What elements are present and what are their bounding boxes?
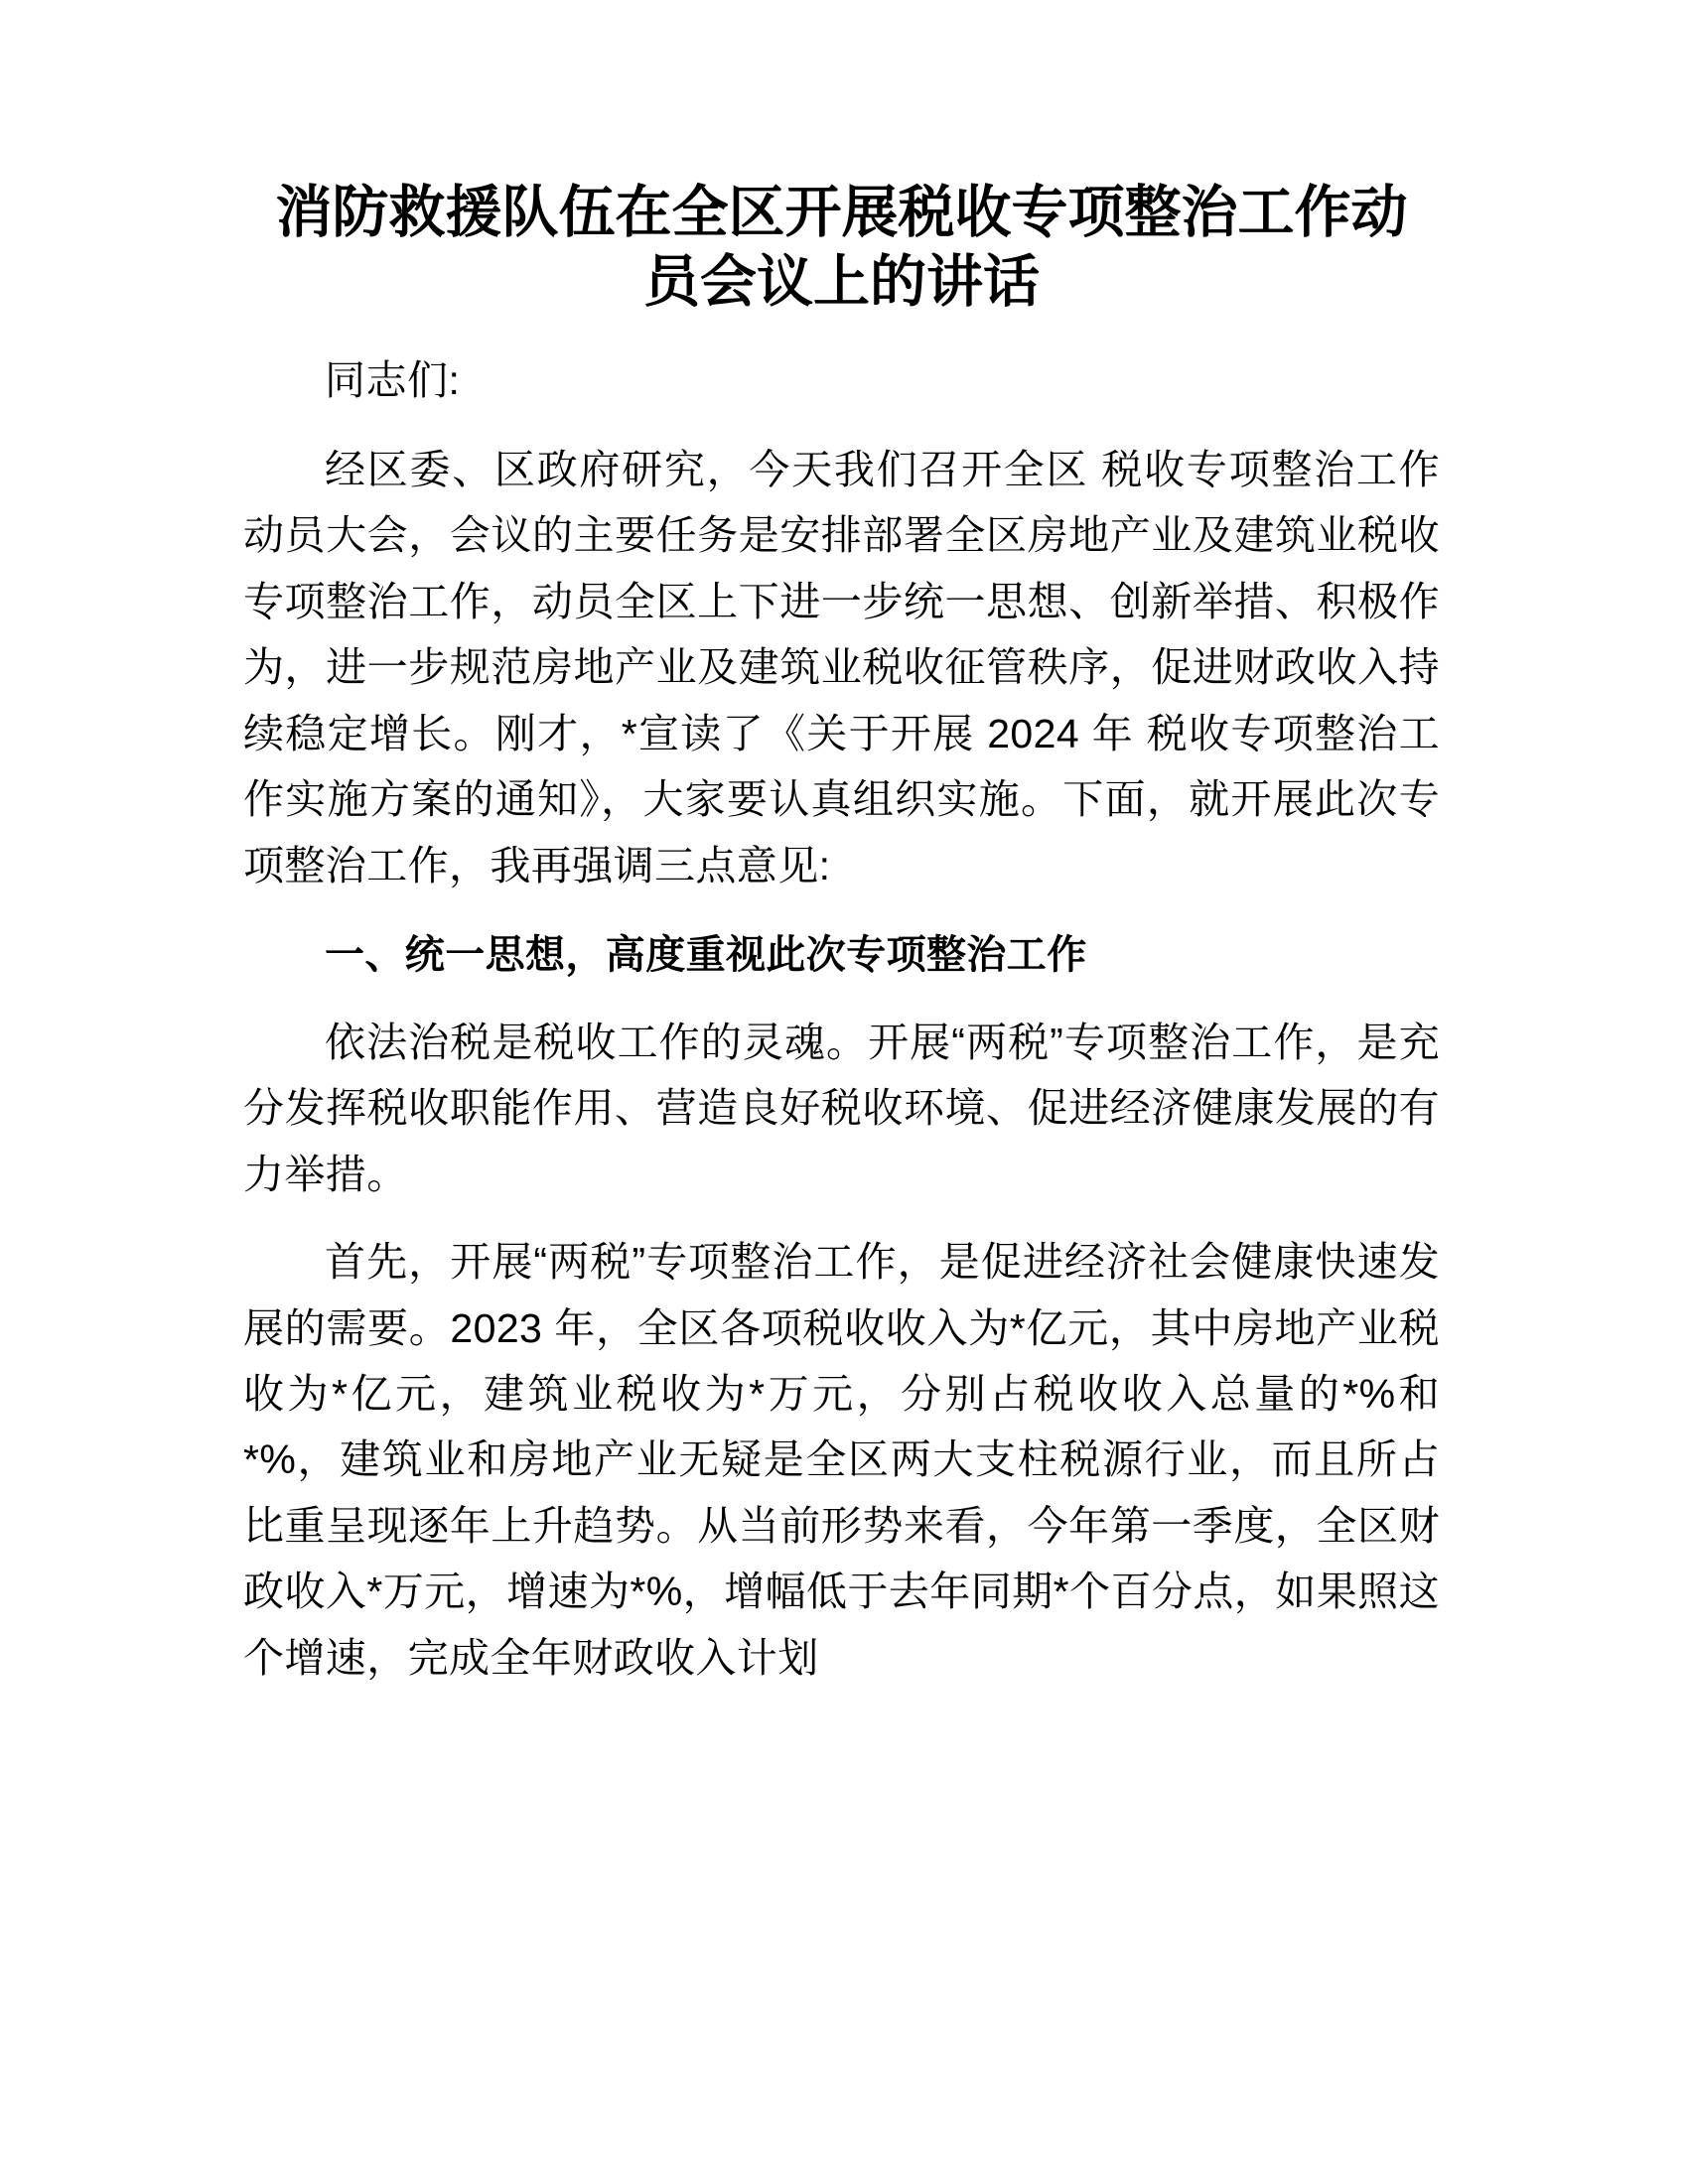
salutation: 同志们:	[325, 357, 461, 404]
section-heading-1: 一、统一思想，高度重视此次专项整治工作	[325, 932, 1087, 977]
document-body	[243, 179, 1440, 1691]
section-1-paragraph-1: 依法治税是税收工作的灵魂。开展“两税”专项整治工作，是充分发挥税收职能作用、营造良好税收环境、促进经济健康发展的有力举措。	[243, 1019, 1440, 1197]
intro-paragraph: 经区委、区政府研究，今天我们召开全区 税收专项整治工作动员大会，会议的主要任务是安排部署全区房地产业及建筑业税收专项整治工作，动员全区上下进一步统一思想、创新举措、积极作为，进一步规范房地产业及建筑业税收征管秩序，促进财政收入持续稳定增长。刚才，*宣读了《关于开展 2024 年 税收专项整治工作实施方案的通知》，大家要认真组织实施。下面，就开展此次专项整治工作，我再强调三点意见:	[243, 447, 1440, 888]
page-title: 消防救援队伍在全区开展税收专项整治工作动员会议上的讲话	[275, 181, 1408, 314]
section-1-paragraph-2: 首先，开展“两税”专项整治工作，是促进经济社会健康快速发展的需要。2023 年，全区各项税收收入为*亿元，其中房地产业税收为*亿元，建筑业税收为*万元，分别占税收收入总量的*%和*%，建筑业和房地产业无疑是全区两大支柱税源行业，而且所占比重呈现逐年上升趋势。从当前形势来看，今年第一季度，全区财政收入*万元，增速为*%，增幅低于去年同期*个百分点，如果照这个增速，完成全年财政收入计划	[243, 1239, 1440, 1681]
